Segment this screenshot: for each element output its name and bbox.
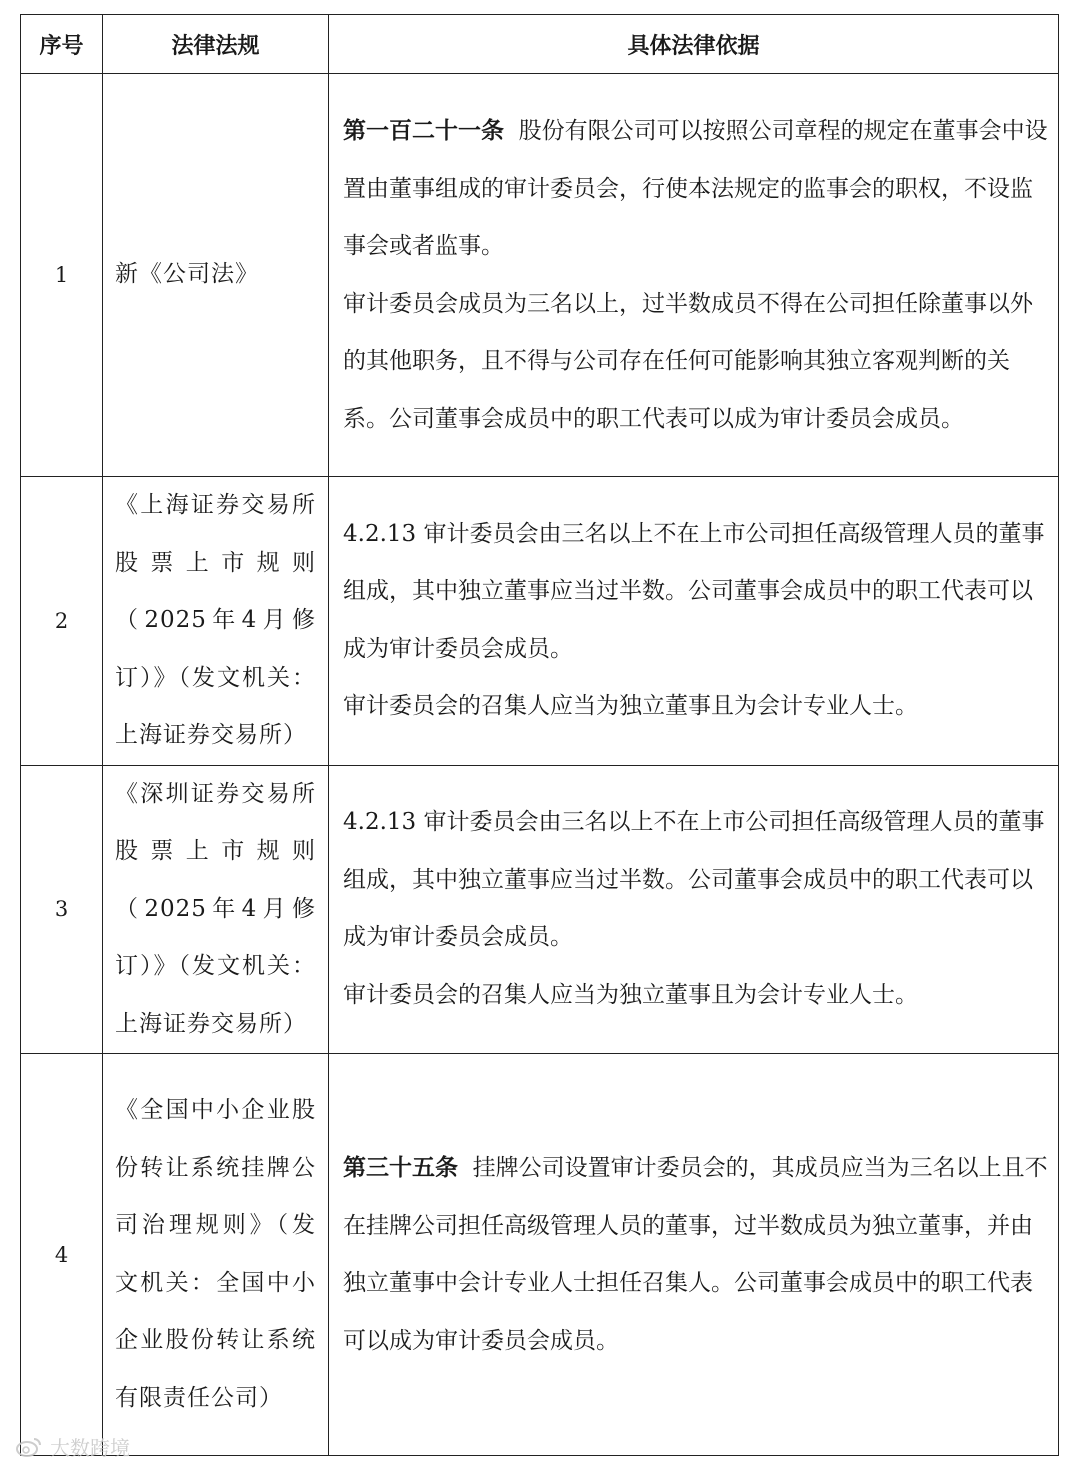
weibo-logo-icon bbox=[14, 1435, 44, 1459]
law-name: 《深圳证券交易所股票上市规则（2025年4月修订）》（发文机关：上海证券交易所） bbox=[103, 765, 329, 1054]
basis-text: 4.2.13 审计委员会由三名以上不在上市公司担任高级管理人员的董事组成，其中独立董事应当过半数。公司董事会成员中的职工代表可以成为审计委员会成员。 bbox=[343, 809, 1045, 951]
row-number: 2 bbox=[21, 477, 103, 766]
basis-paragraph bbox=[343, 1139, 1048, 1370]
watermark bbox=[14, 1432, 130, 1461]
row-number: 1 bbox=[21, 74, 103, 477]
basis-paragraph bbox=[343, 967, 1048, 1025]
row-number: 3 bbox=[21, 765, 103, 1054]
basis-text: 审计委员会的召集人应当为独立董事且为会计专业人士。 bbox=[343, 693, 918, 720]
basis-paragraph bbox=[343, 276, 1048, 449]
table-row bbox=[21, 477, 1059, 766]
law-name: 《上海证券交易所股票上市规则（2025年4月修订）》（发文机关：上海证券交易所） bbox=[103, 477, 329, 766]
header-no: 序号 bbox=[21, 15, 103, 74]
law-basis bbox=[329, 1054, 1059, 1456]
basis-text: 4.2.13 审计委员会由三名以上不在上市公司担任高级管理人员的董事组成，其中独立董事应当过半数。公司董事会成员中的职工代表可以成为审计委员会成员。 bbox=[343, 520, 1045, 662]
article-number: 第三十五条 bbox=[343, 1154, 458, 1181]
law-basis bbox=[329, 765, 1059, 1054]
table-header-row bbox=[21, 15, 1059, 74]
law-basis bbox=[329, 74, 1059, 477]
table-row bbox=[21, 765, 1059, 1054]
watermark-text: 大数跨境 bbox=[50, 1436, 130, 1460]
table-row bbox=[21, 74, 1059, 477]
law-basis bbox=[329, 477, 1059, 766]
row-number: 4 bbox=[21, 1054, 103, 1456]
basis-paragraph bbox=[343, 794, 1048, 967]
law-name: 新《公司法》 bbox=[103, 74, 329, 477]
basis-text: 挂牌公司设置审计委员会的，其成员应当为三名以上且不在挂牌公司担任高级管理人员的董事，过半数成员为独立董事，并由独立董事中会计专业人士担任召集人。公司董事会成员中的职工代表可以成为审计委员会成员。 bbox=[343, 1155, 1048, 1354]
basis-text: 审计委员会的召集人应当为独立董事且为会计专业人士。 bbox=[343, 981, 918, 1008]
basis-paragraph bbox=[343, 102, 1048, 276]
law-basis-table bbox=[20, 14, 1059, 1456]
basis-text: 审计委员会成员为三名以上，过半数成员不得在公司担任除董事以外的其他职务，且不得与公司存在任何可能影响其独立客观判断的关系。公司董事会成员中的职工代表可以成为审计委员会成员。 bbox=[343, 290, 1033, 432]
header-basis: 具体法律依据 bbox=[329, 15, 1059, 74]
table-row bbox=[21, 1054, 1059, 1456]
header-law: 法律法规 bbox=[103, 15, 329, 74]
basis-paragraph bbox=[343, 678, 1048, 736]
basis-paragraph bbox=[343, 506, 1048, 679]
article-number: 第一百二十一条 bbox=[343, 117, 504, 144]
basis-text: 股份有限公司可以按照公司章程的规定在董事会中设置由董事组成的审计委员会，行使本法规定的监事会的职权，不设监事会或者监事。 bbox=[343, 118, 1048, 259]
law-name: 《全国中小企业股份转让系统挂牌公司治理规则》（发文机关：全国中小企业股份转让系统有限责任公司） bbox=[103, 1054, 329, 1456]
